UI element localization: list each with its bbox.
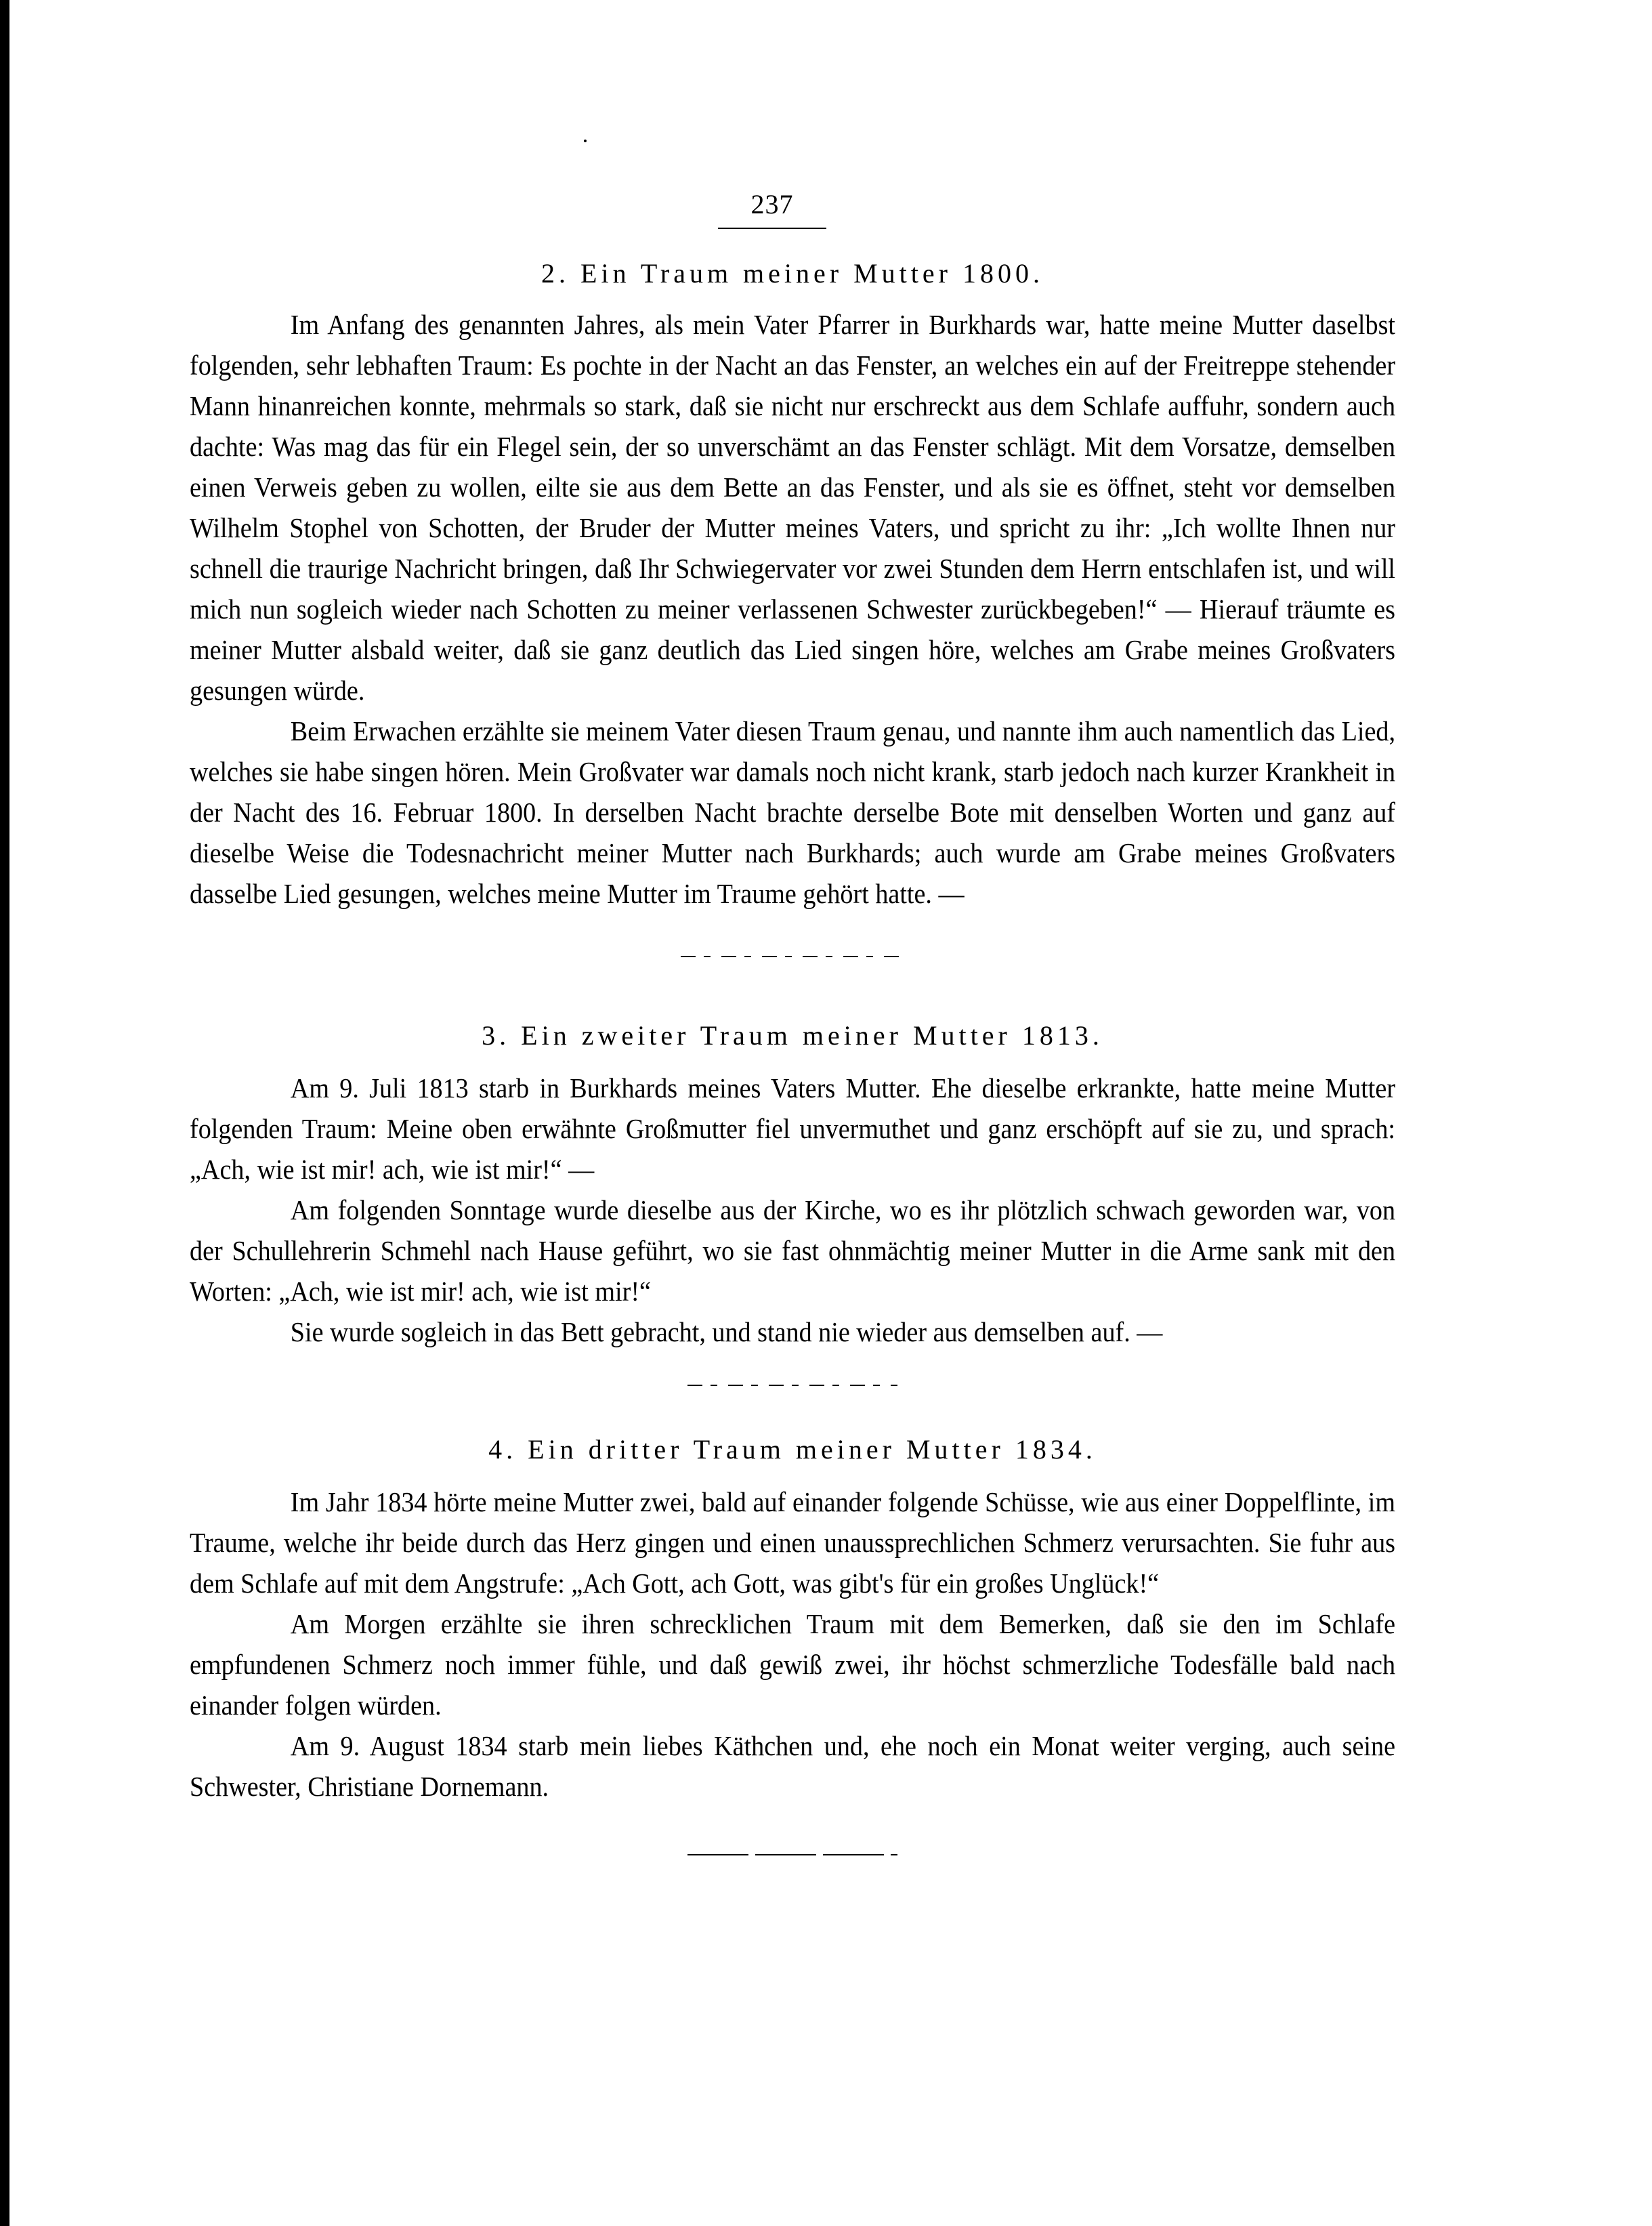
paragraph: Am folgenden Sonntage wurde dieselbe aus der Kirche, wo es ihr plötzlich schwach geworden war, von der Schullehrerin Schmehl nach Hause geführt, wo sie fast ohnmächtig meiner Mutter in die Arme sank mit den Worten: „Ach, wie ist mir! ach, wie ist mir!“: [190, 1194, 1396, 1307]
paragraph: Am Morgen erzählte sie ihren schrecklichen Traum mit dem Bemerken, daß sie den im Schlafe empfundenen Schmerz noch immer fühle, und daß gewiß zwei, ihr höchst schmerzliche Todesfälle bald nach einander folgen würden.: [190, 1608, 1396, 1721]
page-body: [190, 257, 1395, 1855]
paragraph: Im Jahr 1834 hörte meine Mutter zwei, bald auf einander folgende Schüsse, wie aus einer Doppelflinte, im Traume, welche ihr beide durch das Herz gingen und einen unaussprechlichen Schmerz verursachten. Sie fuhr aus dem Schlafe auf mit dem Angstrufe: „Ach Gott, ach Gott, was gibt's für ein großes Unglück!“: [190, 1486, 1396, 1599]
section-dream-1800: [190, 257, 1395, 914]
paragraph: Im Anfang des genannten Jahres, als mein Vater Pfarrer in Burkhards war, hatte meine Mutter daselbst folgenden, sehr lebhaften Traum: Es pochte in der Nacht an das Fenster, an welches ein auf der Freitreppe stehender Mann hinanreichen konnte, mehrmals so stark, daß sie nicht nur erschreckt aus dem Schlafe auffuhr, sondern auch dachte: Was mag das für ein Flegel sein, der so unverschämt an das Fenster schlägt. Mit dem Vorsatze, demselben einen Verweis geben zu wollen, eilte sie aus dem Bette an das Fenster, und als sie es öffnet, steht vor demselben Wilhelm Stophel von Schotten, der Bruder der Mutter meines Vaters, und spricht zu ihr: „Ich wollte Ihnen nur schnell die traurige Nachricht bringen, daß Ihr Schwiegervater vor zwei Stunden dem Herrn entschlafen ist, und will mich nun sogleich wieder nach Schotten zu meiner verlassenen Schwester zurückbegeben!“ — Hierauf träumte es meiner Mutter alsbald weiter, daß sie ganz deutlich das Lied singen höre, welches am Grabe meines Großvaters gesungen würde.: [190, 309, 1396, 706]
scan-speck: [584, 140, 587, 142]
section-separator: [687, 1385, 897, 1386]
paragraph: Am 9. Juli 1813 starb in Burkhards meines Vaters Mutter. Ehe dieselbe erkrankte, hatte meine Mutter folgenden Traum: Meine oben erwähnte Großmutter fiel unvermuthet und ganz erschöpft auf sie zu, und sprach: „Ach, wie ist mir! ach, wie ist mir!“ —: [190, 1072, 1396, 1185]
paragraph: Beim Erwachen erzählte sie meinem Vater diesen Traum genau, und nannte ihm auch namentlich das Lied, welches sie habe singen hören. Mein Großvater war damals noch nicht krank, starb jedoch nach kurzer Krankheit in der Nacht des 16. Februar 1800. In derselben Nacht brachte derselbe Bote mit denselben Worten und ganz auf dieselbe Weise die Todesnachricht meiner Mutter nach Burkhards; auch wurde am Grabe meines Großvaters dasselbe Lied gesungen, welches meine Mutter im Traume gehört hatte. —: [190, 715, 1396, 909]
section-title: 2. Ein Traum meiner Mutter 1800.: [541, 258, 1044, 289]
section-dream-1834: [190, 1433, 1395, 1807]
section-separator: [681, 956, 904, 957]
section-dream-1813: [190, 1020, 1395, 1352]
paragraph: Am 9. August 1834 starb mein liebes Käthchen und, ehe noch ein Monat weiter verging, auch seine Schwester, Christiane Dornemann.: [190, 1730, 1396, 1802]
header-rule: [718, 228, 826, 229]
end-separator: [687, 1854, 897, 1855]
section-title: 3. Ein zweiter Traum meiner Mutter 1813.: [482, 1020, 1103, 1051]
scan-edge-shadow: [0, 0, 9, 2226]
section-title: 4. Ein dritter Traum meiner Mutter 1834.: [488, 1434, 1097, 1465]
paragraph: Sie wurde sogleich in das Bett gebracht, und stand nie wieder aus demselben auf. —: [290, 1316, 1163, 1347]
page-number: 237: [750, 189, 794, 219]
